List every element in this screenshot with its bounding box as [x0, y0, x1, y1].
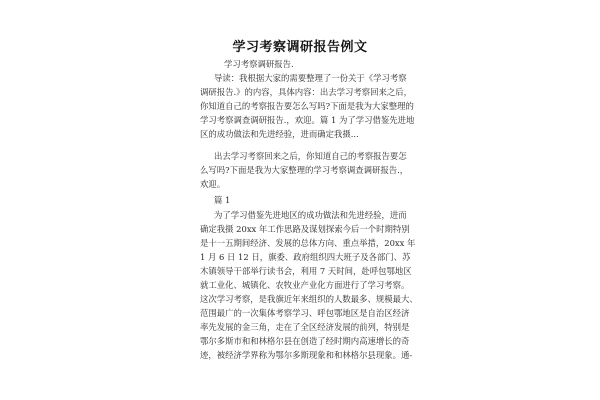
section-heading: 篇 1: [214, 195, 231, 205]
document-title: 学习考察调研报告例文: [232, 40, 368, 55]
body-line: 是十一五期间经济、发展的总体方向、重点举措，20xx 年: [200, 238, 416, 248]
body-line: 学习考察调查调研报告.，欢迎。篇 1 为了学习借鉴先进地: [200, 115, 415, 125]
body-line: 就工业化、城镇化、农牧业产业化方面进行了学习考察。: [200, 280, 410, 290]
body-line: 1 月 6 日 12 日，旗委、政府组织四大班子及各部门、苏: [200, 252, 411, 262]
body-line: 这次学习考察，是我旗近年来组织的人数最多、规模最大、: [200, 294, 418, 304]
body-line: 区的成功做法和先进经验，进而确定我摄...: [200, 129, 359, 139]
body-line: 确定我摄 20xx 年工作思路及谋划探索今后一个时期特别: [200, 224, 410, 234]
body-line: 木镇领导干部举行读书会，利用 7 天时间，赴呼包鄂地区: [200, 266, 412, 276]
body-line: 鄂尔多斯市和和林格尔县在创造了经时期内高速增长的奇: [200, 336, 410, 346]
body-line: 学习考察调研报告.: [224, 59, 294, 69]
body-line: 么写吗?下面是我为大家整理的学习考察调查调研报告.，: [200, 165, 409, 175]
body-line: 导读：我根据大家的需要整理了一份关于《学习考察: [214, 73, 407, 83]
body-line: 率先发展的金三角，走在了全区经济发展的前列，特别是: [200, 322, 410, 332]
body-line: 欢迎。: [200, 179, 226, 189]
body-line: 为了学习借鉴先进地区的成功做法和先进经验，进而: [214, 210, 407, 220]
body-line: 出去学习考察回来之后，你知道自己的考察报告要怎: [214, 151, 407, 161]
body-line: 调研报告.》的内容，具体内容：出去学习考察回来之后，: [200, 87, 413, 97]
body-line: 你知道自己的考察报告要怎么写吗?下面是我为大家整理的: [200, 101, 414, 111]
body-line: 范围最广的一次集体考察学习、呼包鄂地区是自治区经济: [200, 308, 410, 318]
body-line: 迹，被经济学界称为鄂尔多斯现象和和林格尔县现象。通-: [200, 350, 413, 360]
